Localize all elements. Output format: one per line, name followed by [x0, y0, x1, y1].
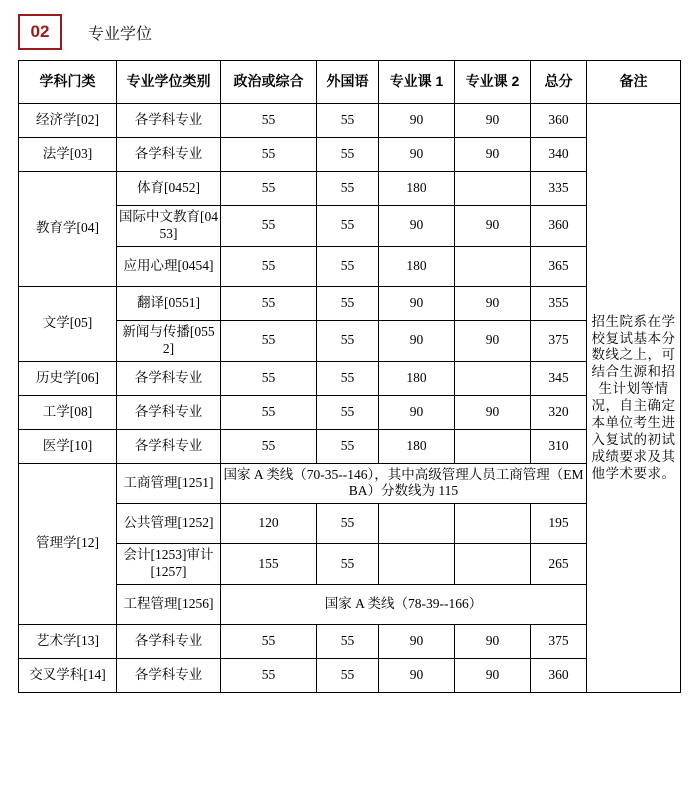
col-header-politics: 政治或综合: [221, 61, 317, 104]
table-header-row: [19, 61, 681, 104]
cell-course1: 90: [379, 320, 455, 361]
table-row: [19, 246, 681, 286]
cell-course2: [455, 361, 531, 395]
col-header-course-1: 专业课 1: [379, 61, 455, 104]
cell-major-type: 各学科专业: [117, 361, 221, 395]
cell-discipline: 历史学[06]: [19, 361, 117, 395]
cell-course2: [455, 429, 531, 463]
cell-total: 320: [531, 395, 587, 429]
cell-total: 365: [531, 246, 587, 286]
score-table-wrapper: [0, 60, 698, 693]
cell-politics: 55: [221, 659, 317, 693]
cell-course2: 90: [455, 625, 531, 659]
table-row: [19, 320, 681, 361]
cell-discipline: 教育学[04]: [19, 172, 117, 287]
cell-major-type: 翻译[0551]: [117, 286, 221, 320]
cell-foreign: 55: [317, 286, 379, 320]
cell-politics: 55: [221, 246, 317, 286]
cell-foreign: 55: [317, 246, 379, 286]
cell-discipline: 医学[10]: [19, 429, 117, 463]
cell-major-type: 工程管理[1256]: [117, 585, 221, 625]
section-badge: 02: [18, 14, 62, 50]
cell-major-type: 公共管理[1252]: [117, 504, 221, 544]
table-row: [19, 172, 681, 206]
table-row: [19, 429, 681, 463]
cell-course1: 180: [379, 361, 455, 395]
cell-major-type: 工商管理[1251]: [117, 463, 221, 504]
cell-foreign: 55: [317, 504, 379, 544]
cell-foreign: 55: [317, 429, 379, 463]
cell-discipline: 法学[03]: [19, 138, 117, 172]
cell-politics: 155: [221, 544, 317, 585]
cell-course2: 90: [455, 104, 531, 138]
cell-total: 265: [531, 544, 587, 585]
cell-total: 355: [531, 286, 587, 320]
cell-merged-note: 国家 A 类线（78-39--166）: [221, 585, 587, 625]
cell-major-type: 会计[1253]审计[1257]: [117, 544, 221, 585]
cell-discipline: 文学[05]: [19, 286, 117, 361]
cell-politics: 55: [221, 138, 317, 172]
cell-foreign: 55: [317, 544, 379, 585]
cell-major-type: 体育[0452]: [117, 172, 221, 206]
table-row: [19, 659, 681, 693]
table-row: [19, 544, 681, 585]
table-row: [19, 625, 681, 659]
col-header-total: 总分: [531, 61, 587, 104]
page-title: 专业学位: [88, 25, 153, 43]
table-row: [19, 504, 681, 544]
cell-major-type: 新闻与传播[0552]: [117, 320, 221, 361]
cell-course2: [455, 544, 531, 585]
cell-major-type: 各学科专业: [117, 659, 221, 693]
cell-politics: 55: [221, 395, 317, 429]
cell-course2: 90: [455, 286, 531, 320]
cell-course2: 90: [455, 395, 531, 429]
cell-remark: 招生院系在学校复试基本分数线之上，可结合生源和招生计划等情况，自主确定本单位考生进入复试的初试成绩要求及其他学术要求。: [587, 104, 681, 693]
cell-foreign: 55: [317, 138, 379, 172]
cell-politics: 55: [221, 361, 317, 395]
cell-course1: 180: [379, 246, 455, 286]
cell-total: 335: [531, 172, 587, 206]
cell-course2: 90: [455, 659, 531, 693]
cell-course1: 90: [379, 286, 455, 320]
cell-course1: [379, 504, 455, 544]
cell-foreign: 55: [317, 206, 379, 247]
cell-politics: 55: [221, 172, 317, 206]
cell-politics: 55: [221, 104, 317, 138]
cell-course1: 90: [379, 206, 455, 247]
cell-discipline: 工学[08]: [19, 395, 117, 429]
cell-major-type: 各学科专业: [117, 104, 221, 138]
cell-politics: 55: [221, 429, 317, 463]
cell-foreign: 55: [317, 659, 379, 693]
cell-total: 360: [531, 104, 587, 138]
col-header-remark: 备注: [587, 61, 681, 104]
cell-course2: 90: [455, 138, 531, 172]
page-header: [0, 0, 698, 60]
cell-discipline: 艺术学[13]: [19, 625, 117, 659]
cell-total: 360: [531, 206, 587, 247]
cell-total: 340: [531, 138, 587, 172]
cell-politics: 120: [221, 504, 317, 544]
cell-foreign: 55: [317, 172, 379, 206]
cell-course1: 90: [379, 625, 455, 659]
cell-course1: 180: [379, 172, 455, 206]
cell-course2: 90: [455, 206, 531, 247]
table-row: [19, 395, 681, 429]
cell-politics: 55: [221, 625, 317, 659]
cell-major-type: 国际中文教育[0453]: [117, 206, 221, 247]
cell-foreign: 55: [317, 104, 379, 138]
table-row: [19, 585, 681, 625]
cell-foreign: 55: [317, 395, 379, 429]
cell-course1: 90: [379, 138, 455, 172]
table-row: [19, 361, 681, 395]
cell-major-type: 各学科专业: [117, 138, 221, 172]
cell-politics: 55: [221, 320, 317, 361]
cell-course2: 90: [455, 320, 531, 361]
cell-major-type: 各学科专业: [117, 625, 221, 659]
cell-discipline: 交叉学科[14]: [19, 659, 117, 693]
cell-total: 195: [531, 504, 587, 544]
cell-course1: 90: [379, 104, 455, 138]
table-row: [19, 104, 681, 138]
cell-foreign: 55: [317, 320, 379, 361]
col-header-discipline: 学科门类: [19, 61, 117, 104]
cell-foreign: 55: [317, 625, 379, 659]
table-row: [19, 206, 681, 247]
col-header-major-type: 专业学位类别: [117, 61, 221, 104]
table-row: [19, 138, 681, 172]
table-row: [19, 463, 681, 504]
col-header-foreign-language: 外国语: [317, 61, 379, 104]
cell-major-type: 应用心理[0454]: [117, 246, 221, 286]
cell-merged-note: 国家 A 类线（70-35--146），其中高级管理人员工商管理（EMBA）分数线为 115: [221, 463, 587, 504]
cell-course1: 90: [379, 395, 455, 429]
cell-discipline: 管理学[12]: [19, 463, 117, 625]
cell-major-type: 各学科专业: [117, 429, 221, 463]
cell-course2: [455, 246, 531, 286]
score-table: [18, 60, 681, 693]
cell-discipline: 经济学[02]: [19, 104, 117, 138]
cell-course1: [379, 544, 455, 585]
cell-total: 310: [531, 429, 587, 463]
cell-total: 375: [531, 625, 587, 659]
table-row: [19, 286, 681, 320]
cell-course1: 180: [379, 429, 455, 463]
cell-major-type: 各学科专业: [117, 395, 221, 429]
cell-politics: 55: [221, 286, 317, 320]
col-header-course-2: 专业课 2: [455, 61, 531, 104]
cell-foreign: 55: [317, 361, 379, 395]
cell-course2: [455, 172, 531, 206]
cell-total: 375: [531, 320, 587, 361]
cell-course2: [455, 504, 531, 544]
cell-politics: 55: [221, 206, 317, 247]
cell-total: 360: [531, 659, 587, 693]
cell-course1: 90: [379, 659, 455, 693]
cell-total: 345: [531, 361, 587, 395]
